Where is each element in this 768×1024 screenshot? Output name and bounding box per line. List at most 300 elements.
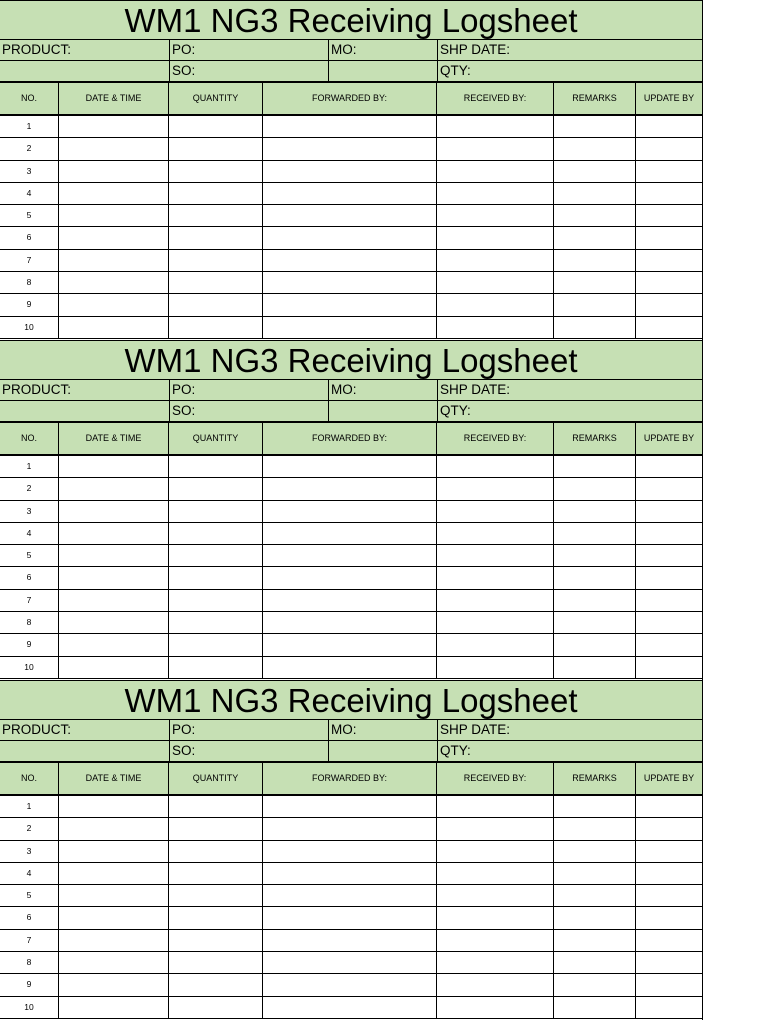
table-cell[interactable] bbox=[636, 974, 702, 995]
table-cell[interactable] bbox=[554, 974, 636, 995]
column-header: RECEIVED BY: bbox=[437, 83, 554, 114]
table-cell[interactable] bbox=[554, 567, 636, 588]
table-cell[interactable] bbox=[263, 161, 437, 182]
table-cell[interactable] bbox=[59, 930, 169, 951]
table-cell[interactable] bbox=[263, 478, 437, 499]
table-cell[interactable] bbox=[554, 456, 636, 477]
table-row bbox=[0, 657, 702, 679]
table-cell[interactable] bbox=[263, 634, 437, 655]
table-cell[interactable] bbox=[554, 250, 636, 271]
table-cell[interactable] bbox=[437, 841, 554, 862]
info-field[interactable]: PRODUCT: bbox=[0, 380, 170, 400]
info-row bbox=[0, 741, 702, 763]
table-cell[interactable] bbox=[437, 863, 554, 884]
table-cell[interactable] bbox=[437, 657, 554, 678]
table-cell[interactable] bbox=[636, 523, 702, 544]
table-cell[interactable] bbox=[636, 456, 702, 477]
table-cell[interactable] bbox=[169, 952, 263, 973]
table-row bbox=[0, 501, 702, 523]
table-cell[interactable] bbox=[636, 138, 702, 159]
row-number: 3 bbox=[0, 161, 59, 182]
table-cell[interactable] bbox=[437, 545, 554, 566]
table-cell[interactable] bbox=[636, 657, 702, 678]
table-cell[interactable] bbox=[169, 183, 263, 204]
table-cell[interactable] bbox=[437, 796, 554, 817]
table-cell[interactable] bbox=[554, 885, 636, 906]
table-cell[interactable] bbox=[169, 863, 263, 884]
table-row bbox=[0, 205, 702, 227]
info-field[interactable]: QTY: bbox=[440, 63, 471, 78]
table-cell[interactable] bbox=[263, 974, 437, 995]
table-cell[interactable] bbox=[437, 250, 554, 271]
row-number: 2 bbox=[0, 478, 59, 499]
table-cell[interactable] bbox=[59, 317, 169, 338]
table-cell[interactable] bbox=[554, 634, 636, 655]
info-field[interactable] bbox=[329, 401, 438, 421]
column-header: REMARKS bbox=[554, 423, 636, 454]
table-cell[interactable] bbox=[636, 250, 702, 271]
info-row bbox=[0, 40, 702, 61]
table-cell[interactable] bbox=[263, 997, 437, 1018]
table-cell[interactable] bbox=[636, 863, 702, 884]
row-number: 9 bbox=[0, 634, 59, 655]
table-cell[interactable] bbox=[437, 317, 554, 338]
table-cell[interactable] bbox=[636, 227, 702, 248]
table-cell[interactable] bbox=[263, 250, 437, 271]
info-field[interactable]: MO: bbox=[329, 40, 438, 60]
table-cell[interactable] bbox=[636, 205, 702, 226]
table-cell[interactable] bbox=[437, 501, 554, 522]
table-cell[interactable] bbox=[636, 612, 702, 633]
table-row bbox=[0, 930, 702, 952]
table-cell[interactable] bbox=[263, 227, 437, 248]
table-cell[interactable] bbox=[263, 952, 437, 973]
table-cell[interactable] bbox=[263, 501, 437, 522]
row-number: 5 bbox=[0, 205, 59, 226]
column-header: NO. bbox=[0, 423, 59, 454]
table-row bbox=[0, 183, 702, 205]
table-cell[interactable] bbox=[437, 885, 554, 906]
table-cell[interactable] bbox=[169, 227, 263, 248]
table-cell[interactable] bbox=[554, 796, 636, 817]
table-cell[interactable] bbox=[59, 657, 169, 678]
table-cell[interactable] bbox=[554, 612, 636, 633]
table-cell[interactable] bbox=[437, 183, 554, 204]
info-field[interactable] bbox=[0, 401, 170, 421]
table-cell[interactable] bbox=[554, 272, 636, 293]
table-cell[interactable] bbox=[263, 907, 437, 928]
column-header: QUANTITY bbox=[169, 763, 263, 794]
table-cell[interactable] bbox=[636, 907, 702, 928]
table-cell[interactable] bbox=[263, 841, 437, 862]
row-number: 6 bbox=[0, 907, 59, 928]
table-cell[interactable] bbox=[59, 885, 169, 906]
column-header: REMARKS bbox=[554, 83, 636, 114]
row-number: 6 bbox=[0, 227, 59, 248]
table-cell[interactable] bbox=[169, 294, 263, 315]
table-row bbox=[0, 161, 702, 183]
table-cell[interactable] bbox=[263, 116, 437, 137]
table-cell[interactable] bbox=[169, 205, 263, 226]
table-cell[interactable] bbox=[437, 272, 554, 293]
table-cell[interactable] bbox=[169, 997, 263, 1018]
table-cell[interactable] bbox=[263, 796, 437, 817]
table-cell[interactable] bbox=[59, 841, 169, 862]
column-header: UPDATE BY bbox=[643, 93, 695, 103]
table-cell[interactable] bbox=[636, 567, 702, 588]
info-field[interactable]: SHP DATE: bbox=[440, 382, 511, 397]
logsheet-block bbox=[0, 0, 703, 340]
table-row bbox=[0, 974, 702, 996]
table-cell[interactable] bbox=[169, 612, 263, 633]
table-header bbox=[0, 763, 702, 796]
table-cell[interactable] bbox=[59, 138, 169, 159]
table-cell[interactable] bbox=[636, 478, 702, 499]
info-field[interactable]: SO: bbox=[170, 741, 329, 761]
table-cell[interactable] bbox=[263, 930, 437, 951]
table-cell[interactable] bbox=[59, 183, 169, 204]
row-number: 5 bbox=[0, 885, 59, 906]
table-cell[interactable] bbox=[437, 523, 554, 544]
table-cell[interactable] bbox=[636, 183, 702, 204]
table-cell[interactable] bbox=[636, 294, 702, 315]
table-row bbox=[0, 567, 702, 589]
table-row bbox=[0, 523, 702, 545]
column-header: DATE & TIME bbox=[59, 423, 169, 454]
column-header: QUANTITY bbox=[169, 423, 263, 454]
table-cell[interactable] bbox=[59, 272, 169, 293]
column-header: UPDATE BY bbox=[643, 773, 695, 783]
table-cell[interactable] bbox=[59, 974, 169, 995]
row-number: 1 bbox=[0, 456, 59, 477]
info-field[interactable]: QTY: bbox=[440, 743, 471, 758]
table-cell[interactable] bbox=[554, 116, 636, 137]
table-cell[interactable] bbox=[636, 590, 702, 611]
info-field[interactable] bbox=[0, 741, 170, 761]
info-field[interactable] bbox=[329, 61, 438, 81]
table-cell[interactable] bbox=[636, 116, 702, 137]
table-cell[interactable] bbox=[169, 590, 263, 611]
table-cell[interactable] bbox=[59, 590, 169, 611]
table-cell[interactable] bbox=[437, 294, 554, 315]
table-cell[interactable] bbox=[636, 818, 702, 839]
row-number: 10 bbox=[0, 997, 59, 1018]
table-cell[interactable] bbox=[437, 567, 554, 588]
table-cell[interactable] bbox=[554, 317, 636, 338]
column-header: FORWARDED BY: bbox=[263, 763, 437, 794]
table-cell[interactable] bbox=[554, 657, 636, 678]
column-header: QUANTITY bbox=[169, 83, 263, 114]
table-row bbox=[0, 863, 702, 885]
table-cell[interactable] bbox=[263, 523, 437, 544]
table-cell[interactable] bbox=[437, 952, 554, 973]
table-cell[interactable] bbox=[169, 138, 263, 159]
table-cell[interactable] bbox=[169, 523, 263, 544]
column-header: DATE & TIME bbox=[59, 83, 169, 114]
table-cell[interactable] bbox=[636, 501, 702, 522]
row-number: 4 bbox=[0, 183, 59, 204]
table-cell[interactable] bbox=[636, 796, 702, 817]
table-row bbox=[0, 456, 702, 478]
column-header: NO. bbox=[0, 763, 59, 794]
table-cell[interactable] bbox=[437, 612, 554, 633]
table-cell[interactable] bbox=[437, 205, 554, 226]
row-number: 8 bbox=[0, 272, 59, 293]
table-cell[interactable] bbox=[59, 294, 169, 315]
table-cell[interactable] bbox=[169, 456, 263, 477]
table-cell[interactable] bbox=[263, 885, 437, 906]
table-row bbox=[0, 818, 702, 840]
table-cell[interactable] bbox=[437, 997, 554, 1018]
table-cell[interactable] bbox=[554, 907, 636, 928]
row-number: 6 bbox=[0, 567, 59, 588]
row-number: 7 bbox=[0, 930, 59, 951]
table-cell[interactable] bbox=[554, 545, 636, 566]
row-number: 5 bbox=[0, 545, 59, 566]
table-cell[interactable] bbox=[263, 545, 437, 566]
column-header: REMARKS bbox=[554, 763, 636, 794]
table-row bbox=[0, 590, 702, 612]
info-field[interactable]: PRODUCT: bbox=[0, 720, 170, 740]
info-row bbox=[0, 401, 702, 423]
info-field[interactable]: PO: bbox=[170, 40, 329, 60]
table-cell[interactable] bbox=[169, 885, 263, 906]
info-field[interactable]: SHP DATE: bbox=[440, 722, 511, 737]
table-cell[interactable] bbox=[437, 907, 554, 928]
table-cell[interactable] bbox=[59, 161, 169, 182]
row-number: 1 bbox=[0, 796, 59, 817]
table-cell[interactable] bbox=[169, 545, 263, 566]
table-cell[interactable] bbox=[169, 116, 263, 137]
table-cell[interactable] bbox=[437, 138, 554, 159]
logsheet-title: WM1 NG3 Receiving Logsheet bbox=[0, 680, 702, 720]
table-cell[interactable] bbox=[437, 478, 554, 499]
table-row bbox=[0, 634, 702, 656]
row-number: 4 bbox=[0, 863, 59, 884]
column-header: RECEIVED BY: bbox=[437, 763, 554, 794]
table-row bbox=[0, 317, 702, 339]
column-header: FORWARDED BY: bbox=[263, 83, 437, 114]
row-number: 10 bbox=[0, 657, 59, 678]
table-cell[interactable] bbox=[169, 250, 263, 271]
table-cell[interactable] bbox=[169, 907, 263, 928]
table-cell[interactable] bbox=[636, 997, 702, 1018]
table-cell[interactable] bbox=[59, 818, 169, 839]
table-row bbox=[0, 612, 702, 634]
table-cell[interactable] bbox=[263, 863, 437, 884]
table-row bbox=[0, 250, 702, 272]
table-cell[interactable] bbox=[437, 161, 554, 182]
info-field[interactable]: PO: bbox=[170, 380, 329, 400]
table-header bbox=[0, 423, 702, 456]
table-cell[interactable] bbox=[59, 796, 169, 817]
table-cell[interactable] bbox=[169, 818, 263, 839]
table-cell[interactable] bbox=[59, 545, 169, 566]
table-cell[interactable] bbox=[263, 317, 437, 338]
table-cell[interactable] bbox=[554, 523, 636, 544]
table-cell[interactable] bbox=[169, 930, 263, 951]
row-number: 10 bbox=[0, 317, 59, 338]
table-cell[interactable] bbox=[437, 818, 554, 839]
column-header: RECEIVED BY: bbox=[437, 423, 554, 454]
table-cell[interactable] bbox=[437, 590, 554, 611]
column-header: NO. bbox=[0, 83, 59, 114]
table-cell[interactable] bbox=[59, 523, 169, 544]
table-cell[interactable] bbox=[437, 227, 554, 248]
table-cell[interactable] bbox=[263, 183, 437, 204]
column-header: UPDATE BY bbox=[643, 433, 695, 443]
row-number: 2 bbox=[0, 138, 59, 159]
table-cell[interactable] bbox=[263, 590, 437, 611]
logsheet-block bbox=[0, 340, 703, 680]
row-number: 4 bbox=[0, 523, 59, 544]
table-cell[interactable] bbox=[263, 138, 437, 159]
info-row bbox=[0, 61, 702, 83]
row-number: 9 bbox=[0, 974, 59, 995]
info-field[interactable]: MO: bbox=[329, 720, 438, 740]
table-row bbox=[0, 478, 702, 500]
table-cell[interactable] bbox=[263, 205, 437, 226]
table-header bbox=[0, 83, 702, 116]
table-cell[interactable] bbox=[437, 456, 554, 477]
column-header: FORWARDED BY: bbox=[263, 423, 437, 454]
table-row bbox=[0, 885, 702, 907]
table-cell[interactable] bbox=[59, 250, 169, 271]
table-row bbox=[0, 294, 702, 316]
row-number: 2 bbox=[0, 818, 59, 839]
logsheet-title: WM1 NG3 Receiving Logsheet bbox=[0, 340, 702, 380]
table-cell[interactable] bbox=[169, 317, 263, 338]
table-cell[interactable] bbox=[169, 634, 263, 655]
table-cell[interactable] bbox=[59, 863, 169, 884]
table-cell[interactable] bbox=[437, 930, 554, 951]
table-cell[interactable] bbox=[169, 657, 263, 678]
table-cell[interactable] bbox=[437, 974, 554, 995]
logsheet-block bbox=[0, 680, 703, 1020]
table-cell[interactable] bbox=[59, 567, 169, 588]
table-cell[interactable] bbox=[554, 841, 636, 862]
table-cell[interactable] bbox=[437, 116, 554, 137]
table-cell[interactable] bbox=[59, 205, 169, 226]
table-cell[interactable] bbox=[263, 612, 437, 633]
table-cell[interactable] bbox=[59, 116, 169, 137]
info-field[interactable]: SO: bbox=[170, 401, 329, 421]
info-field[interactable] bbox=[0, 61, 170, 81]
table-row bbox=[0, 227, 702, 249]
table-cell[interactable] bbox=[169, 796, 263, 817]
table-cell[interactable] bbox=[59, 907, 169, 928]
table-cell[interactable] bbox=[554, 138, 636, 159]
table-cell[interactable] bbox=[263, 456, 437, 477]
table-cell[interactable] bbox=[169, 161, 263, 182]
table-cell[interactable] bbox=[59, 501, 169, 522]
table-row bbox=[0, 997, 702, 1019]
table-cell[interactable] bbox=[263, 272, 437, 293]
table-row bbox=[0, 116, 702, 138]
row-number: 1 bbox=[0, 116, 59, 137]
row-number: 7 bbox=[0, 250, 59, 271]
info-field[interactable] bbox=[329, 741, 438, 761]
table-cell[interactable] bbox=[636, 634, 702, 655]
table-cell[interactable] bbox=[169, 501, 263, 522]
row-number: 3 bbox=[0, 501, 59, 522]
table-cell[interactable] bbox=[59, 227, 169, 248]
table-cell[interactable] bbox=[554, 227, 636, 248]
table-row bbox=[0, 545, 702, 567]
table-cell[interactable] bbox=[636, 885, 702, 906]
table-cell[interactable] bbox=[263, 294, 437, 315]
info-field[interactable]: SO: bbox=[170, 61, 329, 81]
column-header: DATE & TIME bbox=[59, 763, 169, 794]
info-row bbox=[0, 720, 702, 741]
logsheet-title: WM1 NG3 Receiving Logsheet bbox=[0, 0, 702, 40]
table-cell[interactable] bbox=[636, 272, 702, 293]
table-cell[interactable] bbox=[169, 478, 263, 499]
table-cell[interactable] bbox=[636, 161, 702, 182]
table-cell[interactable] bbox=[554, 205, 636, 226]
row-number: 8 bbox=[0, 952, 59, 973]
table-cell[interactable] bbox=[636, 841, 702, 862]
table-cell[interactable] bbox=[554, 161, 636, 182]
row-number: 9 bbox=[0, 294, 59, 315]
table-cell[interactable] bbox=[169, 567, 263, 588]
table-cell[interactable] bbox=[636, 952, 702, 973]
table-cell[interactable] bbox=[554, 294, 636, 315]
table-row bbox=[0, 138, 702, 160]
row-number: 8 bbox=[0, 612, 59, 633]
table-cell[interactable] bbox=[169, 272, 263, 293]
table-cell[interactable] bbox=[636, 930, 702, 951]
table-cell[interactable] bbox=[263, 657, 437, 678]
table-cell[interactable] bbox=[59, 456, 169, 477]
table-cell[interactable] bbox=[554, 183, 636, 204]
table-cell[interactable] bbox=[437, 634, 554, 655]
table-cell[interactable] bbox=[59, 634, 169, 655]
table-cell[interactable] bbox=[554, 863, 636, 884]
table-row bbox=[0, 841, 702, 863]
table-cell[interactable] bbox=[554, 997, 636, 1018]
table-cell[interactable] bbox=[554, 818, 636, 839]
table-cell[interactable] bbox=[554, 590, 636, 611]
table-cell[interactable] bbox=[59, 997, 169, 1018]
row-number: 7 bbox=[0, 590, 59, 611]
table-cell[interactable] bbox=[59, 478, 169, 499]
table-cell[interactable] bbox=[554, 952, 636, 973]
table-row bbox=[0, 272, 702, 294]
table-row bbox=[0, 907, 702, 929]
table-cell[interactable] bbox=[554, 478, 636, 499]
info-field[interactable]: PRODUCT: bbox=[0, 40, 170, 60]
info-row bbox=[0, 380, 702, 401]
table-row bbox=[0, 952, 702, 974]
table-cell[interactable] bbox=[263, 818, 437, 839]
table-cell[interactable] bbox=[59, 612, 169, 633]
info-field[interactable]: QTY: bbox=[440, 403, 471, 418]
table-cell[interactable] bbox=[263, 567, 437, 588]
table-row bbox=[0, 796, 702, 818]
info-field[interactable]: SHP DATE: bbox=[440, 42, 511, 57]
info-field[interactable]: MO: bbox=[329, 380, 438, 400]
table-cell[interactable] bbox=[169, 974, 263, 995]
table-cell[interactable] bbox=[59, 952, 169, 973]
table-cell[interactable] bbox=[636, 317, 702, 338]
table-cell[interactable] bbox=[554, 930, 636, 951]
info-field[interactable]: PO: bbox=[170, 720, 329, 740]
table-cell[interactable] bbox=[554, 501, 636, 522]
table-cell[interactable] bbox=[636, 545, 702, 566]
row-number: 3 bbox=[0, 841, 59, 862]
table-cell[interactable] bbox=[169, 841, 263, 862]
